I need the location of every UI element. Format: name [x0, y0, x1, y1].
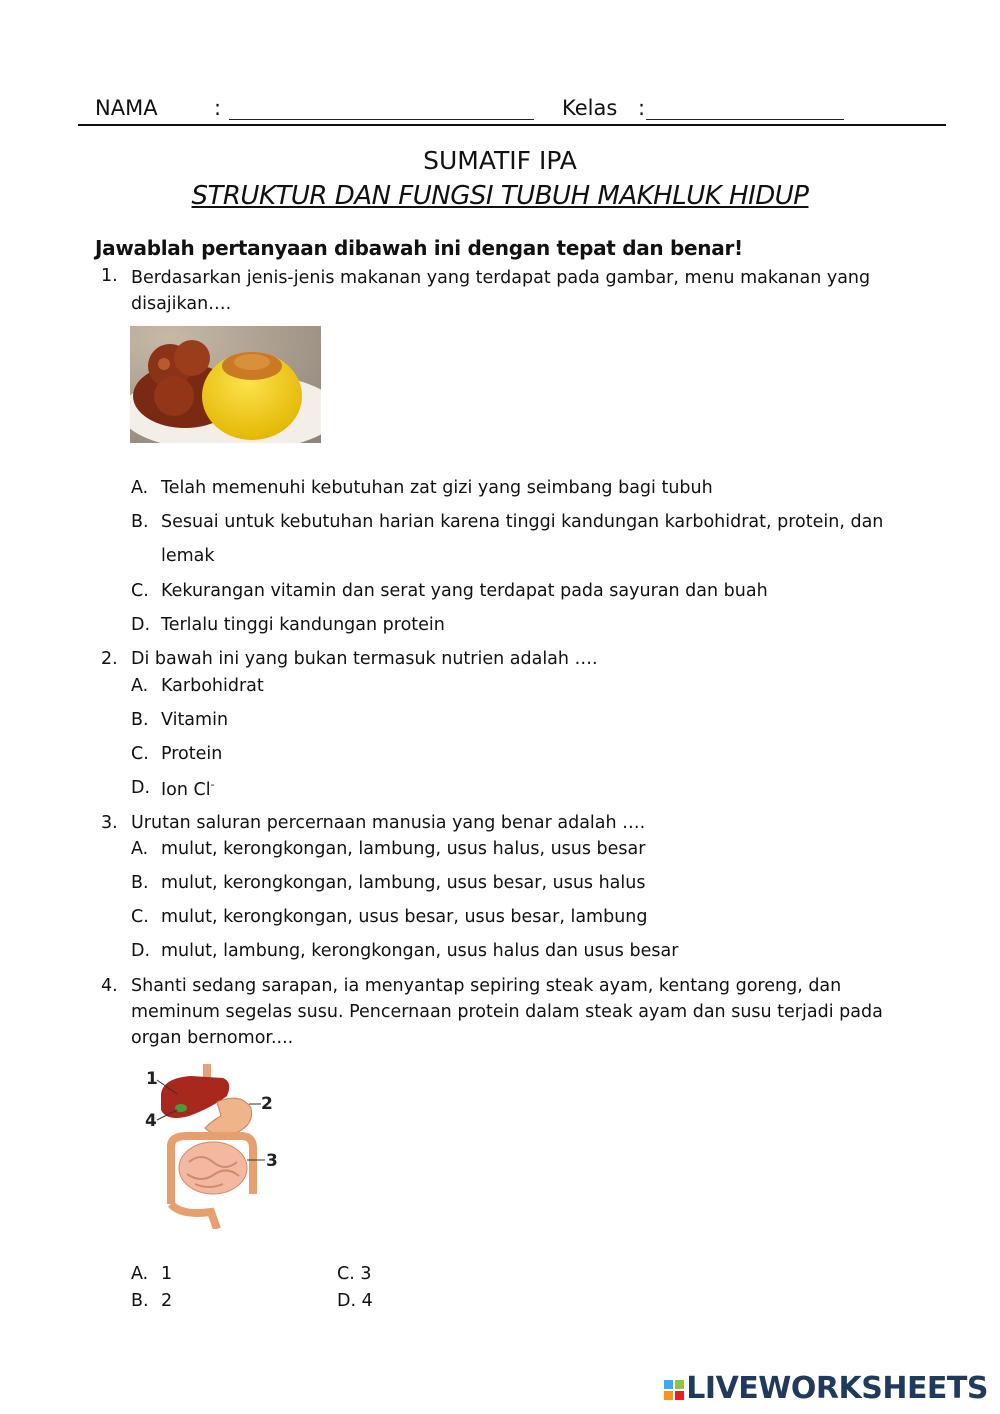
q3-option-c[interactable]: mulut, kerongkongan, usus besar, usus besar, lambung [161, 907, 648, 927]
q1-option-c-letter: C. [131, 581, 149, 601]
q2-option-c[interactable]: Protein [161, 744, 223, 764]
logo-icon [664, 1373, 684, 1393]
q4-option-c-text: 3 [360, 1264, 372, 1284]
q2-option-d-letter: D. [131, 778, 151, 798]
question-4-text-line1: Shanti sedang sarapan, ia menyantap sepiring steak ayam, kentang goreng, dan [131, 976, 842, 996]
question-4-number: 4. [101, 976, 118, 996]
q4-option-a-letter: A. [131, 1264, 149, 1284]
question-1-text-line1: Berdasarkan jenis-jenis makanan yang terdapat pada gambar, menu makanan yang [131, 268, 871, 288]
question-1-text-line2: disajikan…. [131, 294, 232, 314]
q1-option-a[interactable]: Telah memenuhi kebutuhan zat gizi yang seimbang bagi tubuh [161, 478, 713, 498]
q4-option-c-letter: C. [337, 1264, 355, 1284]
q2-option-a-letter: A. [131, 676, 149, 696]
question-1-number: 1. [101, 266, 118, 286]
name-label: NAMA [95, 96, 158, 120]
name-field[interactable] [229, 119, 534, 120]
diagram-label-1: 1 [146, 1069, 158, 1089]
question-2-text: Di bawah ini yang bukan termasuk nutrien adalah …. [131, 649, 598, 669]
diagram-label-4: 4 [145, 1111, 157, 1131]
name-colon: : [214, 96, 222, 120]
instruction: Jawablah pertanyaan dibawah ini dengan tepat dan benar! [95, 236, 743, 260]
diagram-label-3: 3 [266, 1151, 278, 1171]
q1-option-b-cont[interactable]: lemak [161, 546, 215, 566]
food-image [130, 326, 321, 443]
q2-option-d-text: Ion Cl [161, 779, 211, 800]
q4-option-b-letter: B. [131, 1291, 149, 1311]
q1-option-d[interactable]: Terlalu tinggi kandungan protein [161, 615, 445, 635]
question-4-text-line3: organ bernomor.... [131, 1028, 294, 1048]
page-title: SUMATIF IPA [423, 146, 577, 175]
header-divider [78, 124, 946, 126]
q3-option-a-letter: A. [131, 839, 149, 859]
q3-option-a[interactable]: mulut, kerongkongan, lambung, usus halus, usus besar [161, 839, 646, 859]
q3-option-d-letter: D. [131, 941, 151, 961]
class-colon: : [638, 96, 646, 120]
q2-option-b[interactable]: Vitamin [161, 710, 229, 730]
q4-option-c[interactable] [337, 1264, 372, 1284]
question-4-text-line2: meminum segelas susu. Pencernaan protein dalam steak ayam dan susu terjadi pada [131, 1002, 883, 1022]
class-label: Kelas [562, 96, 618, 120]
diagram-label-2: 2 [261, 1094, 273, 1114]
q1-option-b[interactable]: Sesuai untuk kebutuhan harian karena tinggi kandungan karbohidrat, protein, dan [161, 512, 884, 532]
q3-option-b[interactable]: mulut, kerongkongan, lambung, usus besar, usus halus [161, 873, 646, 893]
question-2-number: 2. [101, 649, 118, 669]
q3-option-b-letter: B. [131, 873, 149, 893]
q2-option-d[interactable] [161, 778, 215, 800]
class-field[interactable] [646, 119, 844, 120]
q1-option-a-letter: A. [131, 478, 149, 498]
q1-option-b-letter: B. [131, 512, 149, 532]
liveworksheets-logo [664, 1371, 988, 1406]
q4-option-a[interactable]: 1 [161, 1264, 173, 1284]
q4-option-d[interactable] [337, 1291, 373, 1311]
q4-option-d-letter: D. [337, 1291, 357, 1311]
q4-option-d-text: 4 [361, 1291, 373, 1311]
q2-option-b-letter: B. [131, 710, 149, 730]
q3-option-c-letter: C. [131, 907, 149, 927]
question-3-text: Urutan saluran percernaan manusia yang benar adalah …. [131, 813, 646, 833]
q1-option-d-letter: D. [131, 615, 151, 635]
q2-option-a[interactable]: Karbohidrat [161, 676, 264, 696]
q2-option-c-letter: C. [131, 744, 149, 764]
q3-option-d[interactable]: mulut, lambung, kerongkongan, usus halus dan usus besar [161, 941, 679, 961]
q1-option-c[interactable]: Kekurangan vitamin dan serat yang terdapat pada sayuran dan buah [161, 581, 768, 601]
page-subtitle: STRUKTUR DAN FUNGSI TUBUH MAKHLUK HIDUP [191, 181, 809, 211]
q4-option-b[interactable]: 2 [161, 1291, 173, 1311]
digestive-system-diagram [141, 1064, 283, 1229]
logo-text: LIVEWORKSHEETS [686, 1371, 988, 1406]
question-3-number: 3. [101, 813, 118, 833]
q2-option-d-sup: - [210, 778, 215, 791]
